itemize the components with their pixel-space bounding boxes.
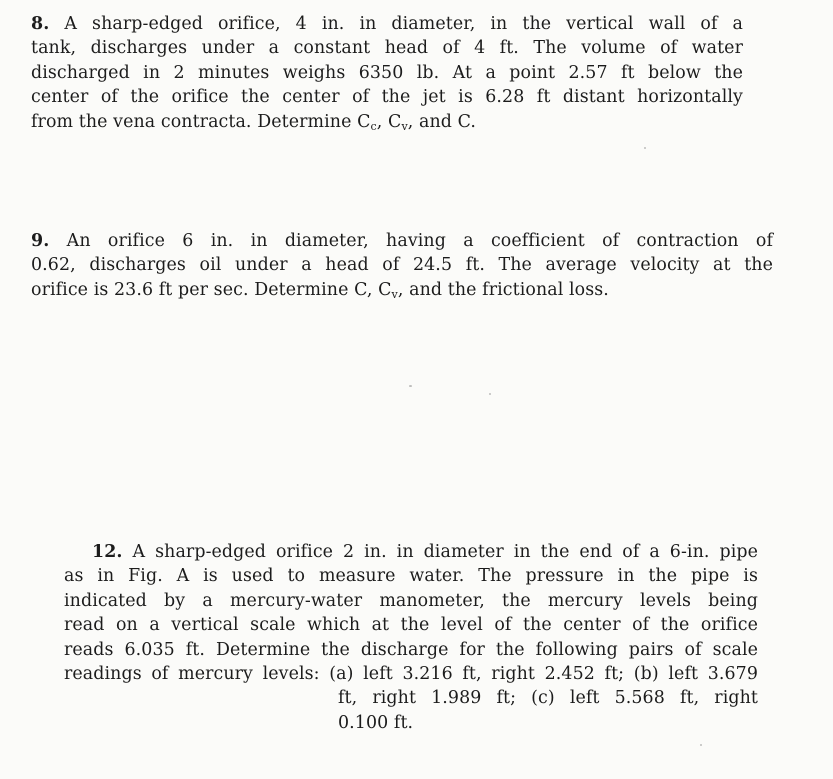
problem-12-line-2: as in Fig. A is used to measure water. The pressure in the pipe is: [64, 566, 758, 587]
problem-8-line-5: [31, 110, 743, 139]
problem-12-line-8: 0.100 ft.: [338, 712, 414, 733]
problem-8-subscript-c: c: [370, 119, 377, 133]
problem-9-line-2: 0.62, discharges oil under a head of 24.5 ft. The average velocity at the: [31, 255, 773, 276]
problem-8-text-1: A sharp-edged orifice, 4 in. in diameter, in the vertical wall of a: [64, 14, 743, 34]
problem-12-line-5: reads 6.035 ft. Determine the discharge for the following pairs of scale: [64, 639, 758, 660]
problem-8-number: 8.: [31, 14, 50, 34]
problem-8-line-2: tank, discharges under a constant head of 4 ft. The volume of water: [31, 38, 743, 59]
problem-12-number: 12.: [92, 542, 123, 562]
problem-12-line-1: [64, 540, 758, 564]
problem-9-number: 9.: [31, 231, 50, 251]
problem-9-line-1: [31, 229, 773, 253]
problem-8-line-3: discharged in 2 minutes weighs 6350 lb. At a point 2.57 ft below the: [31, 62, 743, 83]
problem-8: [31, 12, 743, 139]
problem-8-line-4: center of the orifice the center of the jet is 6.28 ft distant horizontally: [31, 87, 743, 108]
problem-9: [31, 229, 773, 307]
problem-12-line-6: readings of mercury levels: (a) left 3.216 ft, right 2.452 ft; (b) left 3.679: [64, 664, 758, 685]
problem-8-text-5c: , and C.: [407, 111, 477, 132]
paper-speck: [489, 393, 491, 395]
problem-8-subscript-v: v: [401, 119, 408, 133]
problem-12-line-3: indicated by a mercury-water manometer, the mercury levels being: [64, 590, 758, 611]
problem-9-subscript-v: v: [391, 287, 398, 301]
problem-8-line-1: [31, 12, 743, 36]
problem-9-text-3b: , and the frictional loss.: [397, 279, 609, 300]
problem-12: [64, 540, 758, 735]
problem-12-line-4: read on a vertical scale which at the level of the center of the orifice: [64, 615, 758, 636]
problem-8-text-5a: from the vena contracta. Determine C: [31, 111, 371, 132]
paper-speck: [409, 385, 412, 387]
problem-12-text-1: A sharp-edged orifice 2 in. in diameter in the end of a 6-in. pipe: [132, 542, 758, 562]
problem-9-text-3a: orifice is 23.6 ft per sec. Determine C, C: [31, 279, 392, 300]
problem-12-line-7: ft, right 1.989 ft; (c) left 5.568 ft, right: [338, 688, 758, 709]
problem-9-text-1: An orifice 6 in. in diameter, having a coefficient of contraction of: [66, 231, 773, 251]
problem-8-text-5b: , C: [376, 111, 402, 132]
paper-speck: [644, 147, 646, 149]
problem-9-line-3: [31, 278, 773, 307]
paper-speck: [700, 744, 702, 746]
